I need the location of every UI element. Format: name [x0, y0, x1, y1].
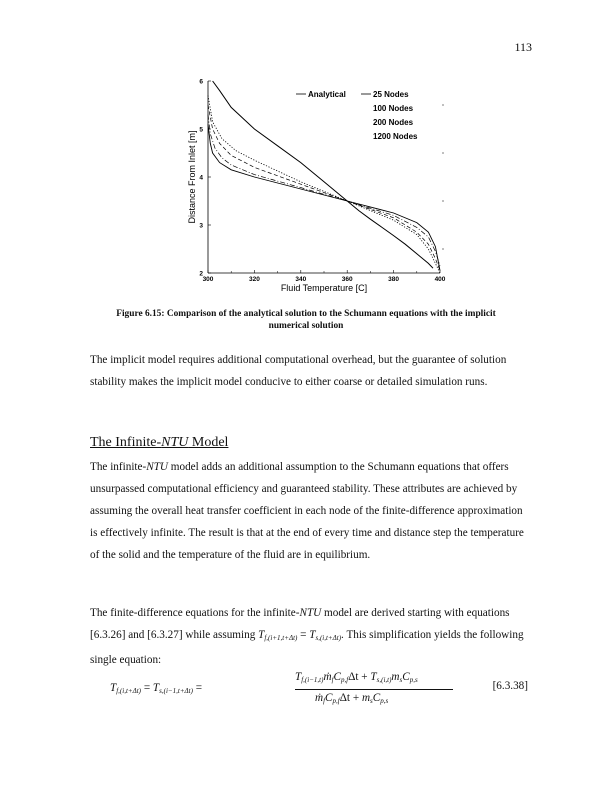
y-tick-label: 6: [199, 78, 203, 86]
lhs-sub-f: f,(i,t+Δt): [116, 687, 142, 695]
lhs-equals-1: =: [143, 682, 151, 694]
lhs-T-s: T: [152, 682, 160, 694]
x-tick-label: 320: [248, 276, 260, 283]
num-sub-ms: s: [399, 676, 403, 684]
num-C2: C: [402, 671, 410, 683]
legend-entry: 1200 Nodes: [373, 132, 418, 141]
x-tick-label: 360: [341, 276, 353, 283]
y-tick-label: 2: [199, 270, 203, 278]
section-heading: [90, 435, 228, 451]
heading-suffix: Model: [188, 435, 229, 450]
den-mdot: ṁ: [315, 692, 324, 704]
y-axis-label: Distance From Inlet [m]: [187, 130, 197, 224]
num-m: m: [391, 671, 400, 683]
num-sub-mf: f: [331, 676, 334, 684]
num-sub-cpf: p,f: [340, 676, 349, 684]
figure-caption: [92, 308, 520, 332]
y-tick-label: 5: [199, 126, 203, 134]
legend-entry: 200 Nodes: [373, 118, 414, 127]
equation-denominator: [315, 692, 388, 705]
equation-lhs: [110, 682, 202, 695]
caption-line-1: Figure 6.15: Comparison of the analytical solution to the Schumann equations with the implicit: [116, 309, 496, 319]
heading-ntu: NTU: [161, 435, 189, 450]
x-tick-label: 340: [295, 276, 307, 283]
inline-assumption-equation: [258, 629, 341, 641]
series-line-25-nodes: [208, 124, 440, 270]
den-m: m: [361, 692, 371, 704]
x-tick-label: 300: [202, 276, 214, 283]
paragraph-derivation: [90, 602, 530, 671]
den-sub-ms: s: [370, 697, 373, 705]
equation-6-3-38: [90, 670, 530, 710]
x-axis-label: Fluid Temperature [C]: [280, 283, 368, 293]
para2-ntu: NTU: [146, 461, 168, 473]
x-tick-label: 380: [388, 276, 400, 283]
inline-sub-s: s,(i,t+Δt): [315, 634, 342, 642]
inline-T-s: T: [309, 629, 316, 641]
equation-number: [6.3.38]: [492, 680, 528, 692]
x-tick-label: 400: [434, 276, 446, 283]
inline-sub-f: f,(i+1,t+Δt): [264, 634, 298, 642]
num-mdot: ṁ: [323, 671, 332, 683]
den-C2: C: [372, 692, 381, 704]
figure: [187, 75, 450, 305]
den-sub-mf: f: [323, 697, 326, 705]
heading-prefix: The Infinite-: [90, 435, 162, 450]
den-dt: Δt: [339, 692, 351, 704]
den-C: C: [325, 692, 333, 704]
page-number: 113: [514, 40, 532, 54]
num-sub-s: s,(i,t): [376, 676, 392, 684]
lhs-equals-2: =: [195, 682, 203, 694]
para2-text-a: The infinite-: [90, 461, 147, 473]
paragraph-infinite-ntu: [90, 456, 530, 566]
num-dt: Δt: [348, 671, 359, 683]
num-T-f: T: [295, 671, 302, 683]
para3-ntu: NTU: [299, 607, 322, 619]
para3-text-b: model are derived starting with equations [6.3.26] and [6.3.27] while assuming: [90, 607, 510, 641]
fraction-bar: [295, 689, 453, 690]
den-sub-cps: p,s: [380, 697, 389, 705]
para3-text-a: The finite-difference equations for the infinite-: [90, 607, 300, 619]
para3-text-c: . This simplification yields the following single equation:: [90, 629, 524, 666]
num-sub-f: f,(i−1,t): [301, 676, 324, 684]
y-tick-label: 3: [199, 222, 203, 230]
chart: [187, 75, 450, 305]
equation-numerator: [295, 671, 418, 684]
para2-text-b: model adds an additional assumption to the Schumann equations that offers unsurpassed computational efficiency and guaranteed stability. These attributes are achieved by assuming the overall heat transfer coefficient in each node of the finite-difference approximation is effectively infinite. The result is that at the end of every time and distance step the temperature of the solid and the temperature of the fluid are in equilibrium.: [90, 461, 524, 561]
num-T-s: T: [370, 671, 377, 683]
series-line-200-nodes: [208, 105, 440, 271]
legend-entry: 25 Nodes: [373, 90, 409, 99]
den-plus: +: [352, 692, 360, 704]
inline-equals: =: [300, 629, 307, 641]
num-plus: +: [361, 671, 368, 683]
den-sub-cpf: p,f: [332, 697, 340, 705]
paragraph-implicit-model: The implicit model requires additional computational overhead, but the guarantee of solution stability makes the implicit model conducive to either coarse or detailed simulation runs.: [90, 354, 507, 388]
y-tick-label: 4: [199, 174, 203, 182]
num-C: C: [333, 671, 341, 683]
inline-T-f: T: [258, 629, 265, 641]
lhs-sub-s: s,(i−1,t+Δt): [159, 687, 193, 695]
legend-entry: Analytical: [308, 90, 346, 99]
lhs-T-f: T: [110, 682, 117, 694]
legend-entry: 100 Nodes: [373, 104, 414, 113]
caption-line-2: numerical solution: [268, 321, 344, 331]
num-sub-cps: p,s: [409, 676, 418, 684]
